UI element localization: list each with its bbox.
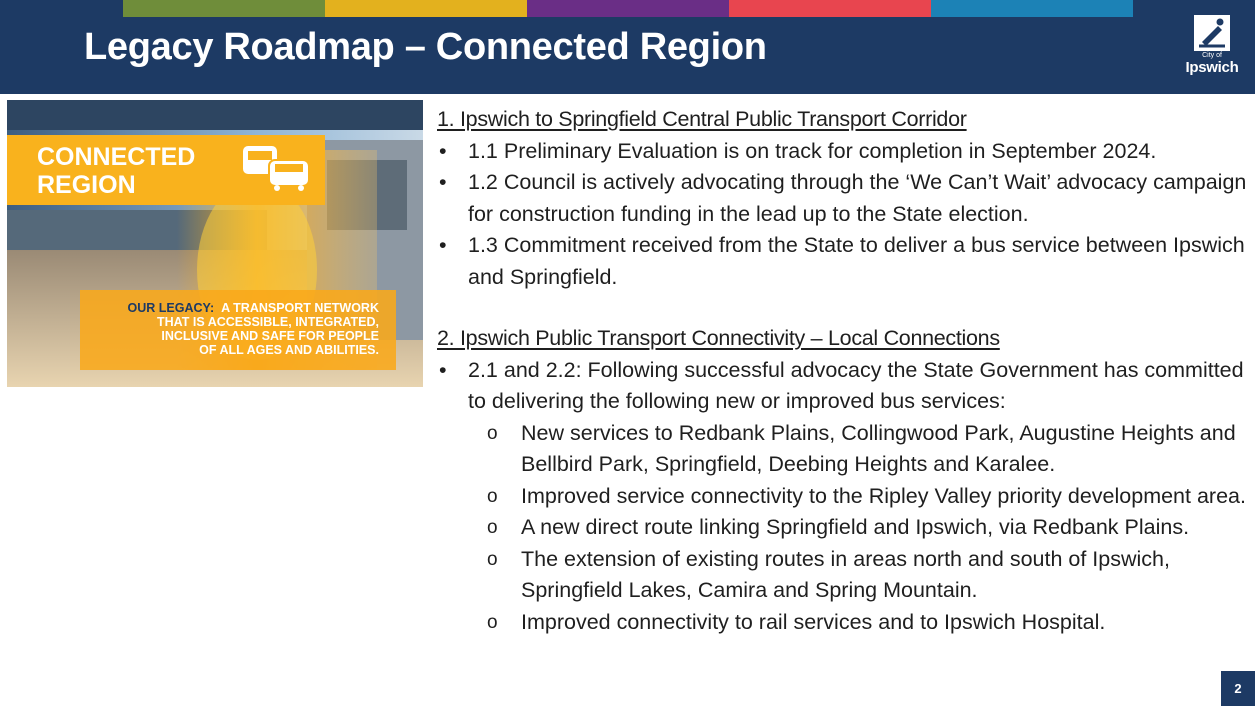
section2-sub-bullet-3: A new direct route linking Springfield and Ipswich, via Redbank Plains. (521, 515, 1190, 539)
list-item (437, 481, 1252, 513)
list-item (437, 230, 1252, 293)
section2-sub-bullet-2: Improved service connectivity to the Ripley Valley priority development area. (521, 483, 1246, 508)
section1-bullet-1: 1.1 Preliminary Evaluation is on track for completion in September 2024. (468, 138, 1157, 163)
sub-bullet-icon: o (487, 485, 498, 507)
bullet-icon: • (439, 138, 447, 163)
list-item (437, 418, 1252, 481)
svg-text:OUR LEGACY: A TRANSPORT (128, 301, 379, 315)
stripe-red (729, 0, 931, 17)
section2-heading: 2. Ipswich Public Transport Connectivity – Local Connections (437, 326, 1000, 350)
ipswich-i-icon (1193, 14, 1231, 52)
bullet-icon: • (439, 357, 447, 382)
section2-bullet: 2.1 and 2.2: Following successful advocacy the State Government has committed to delivering the following new or improved bus services: (468, 357, 1244, 413)
hero-legacy-line1: A TRANSPORT NETWORK (221, 301, 379, 315)
stripe-green (123, 0, 325, 17)
list-item (437, 607, 1252, 639)
sub-bullet-icon: o (487, 611, 498, 633)
hero-legacy-line2: THAT IS ACCESSIBLE, INTEGRATED, (157, 315, 379, 329)
section1-bullet-3: 1.3 Commitment received from the State to deliver a bus service between Ipswich and Springfield. (468, 233, 1245, 289)
list-item (437, 544, 1252, 607)
stripe-purple (527, 0, 729, 17)
logo-city-label: City of (1202, 52, 1222, 59)
hero-headline-line2: REGION (37, 171, 136, 199)
section2-sub-bullet-5: Improved connectivity to rail services and to Ipswich Hospital. (521, 609, 1106, 634)
page-number: 2 (1221, 671, 1255, 706)
hero-headline-line1: CONNECTED (37, 143, 196, 171)
sub-bullet-icon: o (487, 517, 498, 538)
list-item (437, 512, 1252, 544)
bullet-icon: • (439, 233, 447, 257)
list-item (437, 167, 1252, 230)
bullet-icon: • (439, 170, 447, 194)
list-item (437, 136, 1252, 168)
section2-sub-bullet-4: The extension of existing routes in areas north and south of Ipswich, Springfield Lakes, Camira and Spring Mountain. (521, 546, 1170, 602)
title-bar (0, 0, 1255, 94)
sub-bullet-icon: o (487, 422, 498, 444)
stripe-yellow (325, 0, 527, 17)
color-stripes (123, 0, 1133, 17)
slide-body (437, 104, 1252, 638)
connected-region-image (7, 100, 423, 387)
sub-bullet-icon: o (487, 548, 498, 570)
hero-legacy-label: OUR LEGACY: (127, 301, 215, 315)
list-item (437, 355, 1252, 418)
section1-bullet-2: 1.2 Council is actively advocating through the ‘We Can’t Wait’ advocacy campaign for construction funding in the lead up to the State election. (468, 170, 1247, 226)
slide-title: Legacy Roadmap – Connected Region (84, 26, 767, 68)
hero-legacy-line4: OF ALL AGES AND ABILITIES. (199, 343, 379, 357)
stripe-blue (931, 0, 1133, 17)
ipswich-logo (1180, 14, 1244, 80)
logo-name: Ipswich (1185, 59, 1239, 76)
section2-sub-bullet-1: New services to Redbank Plains, Collingwood Park, Augustine Heights and Bellbird Park, Springfield, Deebing Heights and Karalee. (521, 420, 1236, 476)
section1-heading: 1. Ipswich to Springfield Central Public Transport Corridor (437, 107, 967, 131)
hero-legacy-line3: INCLUSIVE AND SAFE FOR PEOPLE (161, 329, 379, 343)
